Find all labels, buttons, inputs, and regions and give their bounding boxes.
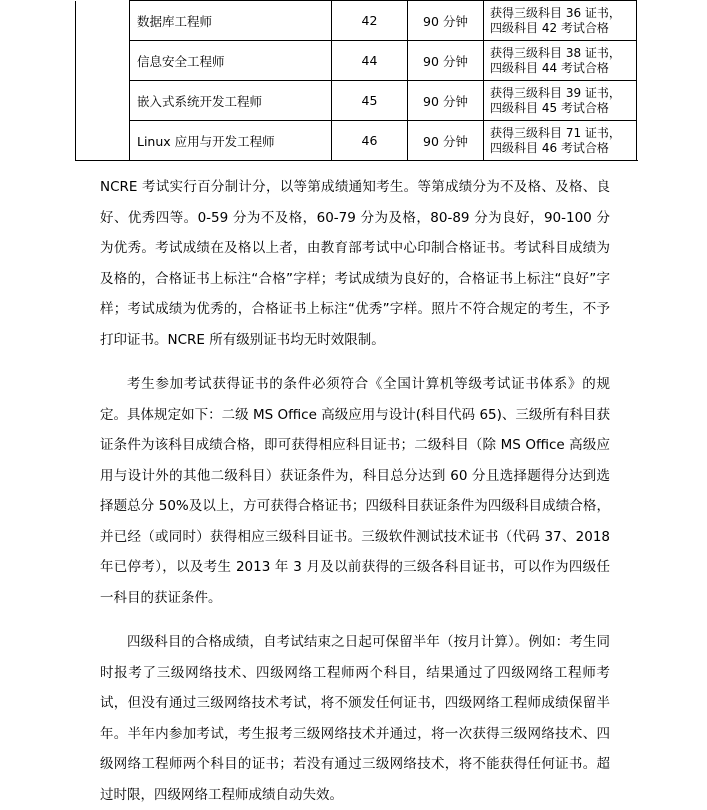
table-row [76,121,637,161]
subject-name-cell: 信息安全工程师 [130,41,332,81]
exam-duration-cell: 90 分钟 [408,1,484,41]
paragraph-gap [100,355,610,369]
condition-line: 获得三级科目 38 证书， [490,45,621,60]
level-cell [76,121,130,161]
subject-name-cell: 数据库工程师 [130,1,332,41]
level-cell [76,1,130,41]
subject-code-cell: 45 [332,81,408,121]
exam-subject-table [75,0,637,161]
subject-code-cell: 44 [332,41,408,81]
table-row [76,1,637,41]
condition-line: 四级科目 45 考试合格 [490,100,609,115]
body-text [100,172,610,810]
table-row [76,81,637,121]
certificate-condition-cell [484,1,637,41]
paragraph-gap [100,613,610,627]
subject-name-cell: Linux 应用与开发工程师 [130,121,332,161]
table-bottom-border [75,160,638,161]
level-cell [76,81,130,121]
certificate-condition-cell [484,41,637,81]
level-cell [76,41,130,81]
paragraph-grading: NCRE 考试实行百分制计分，以等第成绩通知考生。等第成绩分为不及格、及格、良好、优秀四等。0-59 分为不及格，60-79 分为及格，80-89 分为良好，90-100 分为优秀。考试成绩在及格以上者，由教育部考试中心印制合格证书。考试科目成绩为及格的，合格证书上标注“合格”字样；考试成绩为良好的，合格证书上标注“良好”字样；考试成绩为优秀的，合格证书上标注“优秀”字样。照片不符合规定的考生，不予打印证书。NCRE 所有级别证书均无时效限制。 [100,179,610,348]
certificate-condition-cell [484,121,637,161]
condition-line: 四级科目 42 考试合格 [490,20,609,35]
certificate-condition-cell [484,81,637,121]
subject-code-cell: 42 [332,1,408,41]
exam-duration-cell: 90 分钟 [408,41,484,81]
paragraph-certificate-conditions: 考生参加考试获得证书的条件必须符合《全国计算机等级考试证书体系》的规定。具体规定如下：二级 MS Office 高级应用与设计(科目代码 65)、三级所有科目获证条件为该科目成绩合格，即可获得相应科目证书；二级科目（除 MS Office 高级应用与设计外的其他二级科目）获证条件为，科目总分达到 60 分且选择题得分达到选择题总分 50%及以上，方可获得合格证书；四级科目获证条件为四级科目成绩合格，并已经（或同时）获得相应三级科目证书。三级软件测试技术证书（代码 37、2018 年已停考），以及考生 2013 年 3 月及以前获得的三级各科目证书，可以作为四级任一科目的获证条件。 [100,376,610,606]
condition-line: 获得三级科目 39 证书， [490,85,621,100]
condition-line: 获得三级科目 36 证书， [490,5,621,20]
condition-line: 获得三级科目 71 证书， [490,125,621,140]
condition-line: 四级科目 44 考试合格 [490,60,609,75]
subject-code-cell: 46 [332,121,408,161]
exam-duration-cell: 90 分钟 [408,121,484,161]
paragraph-score-retention: 四级科目的合格成绩，自考试结束之日起可保留半年（按月计算）。例如：考生同时报考了三级网络技术、四级网络工程师两个科目，结果通过了四级网络工程师考试，但没有通过三级网络技术考试，将不颁发任何证书，四级网络工程师成绩保留半年。半年内参加考试，考生报考三级网络技术并通过，将一次获得三级网络技术、四级网络工程师两个科目的证书；若没有通过三级网络技术，将不能获得任何证书。超过时限，四级网络工程师成绩自动失效。 [100,634,610,803]
subject-name-cell: 嵌入式系统开发工程师 [130,81,332,121]
table-row [76,41,637,81]
exam-duration-cell: 90 分钟 [408,81,484,121]
certificate-table-fragment [75,0,637,160]
condition-line: 四级科目 46 考试合格 [490,140,609,155]
